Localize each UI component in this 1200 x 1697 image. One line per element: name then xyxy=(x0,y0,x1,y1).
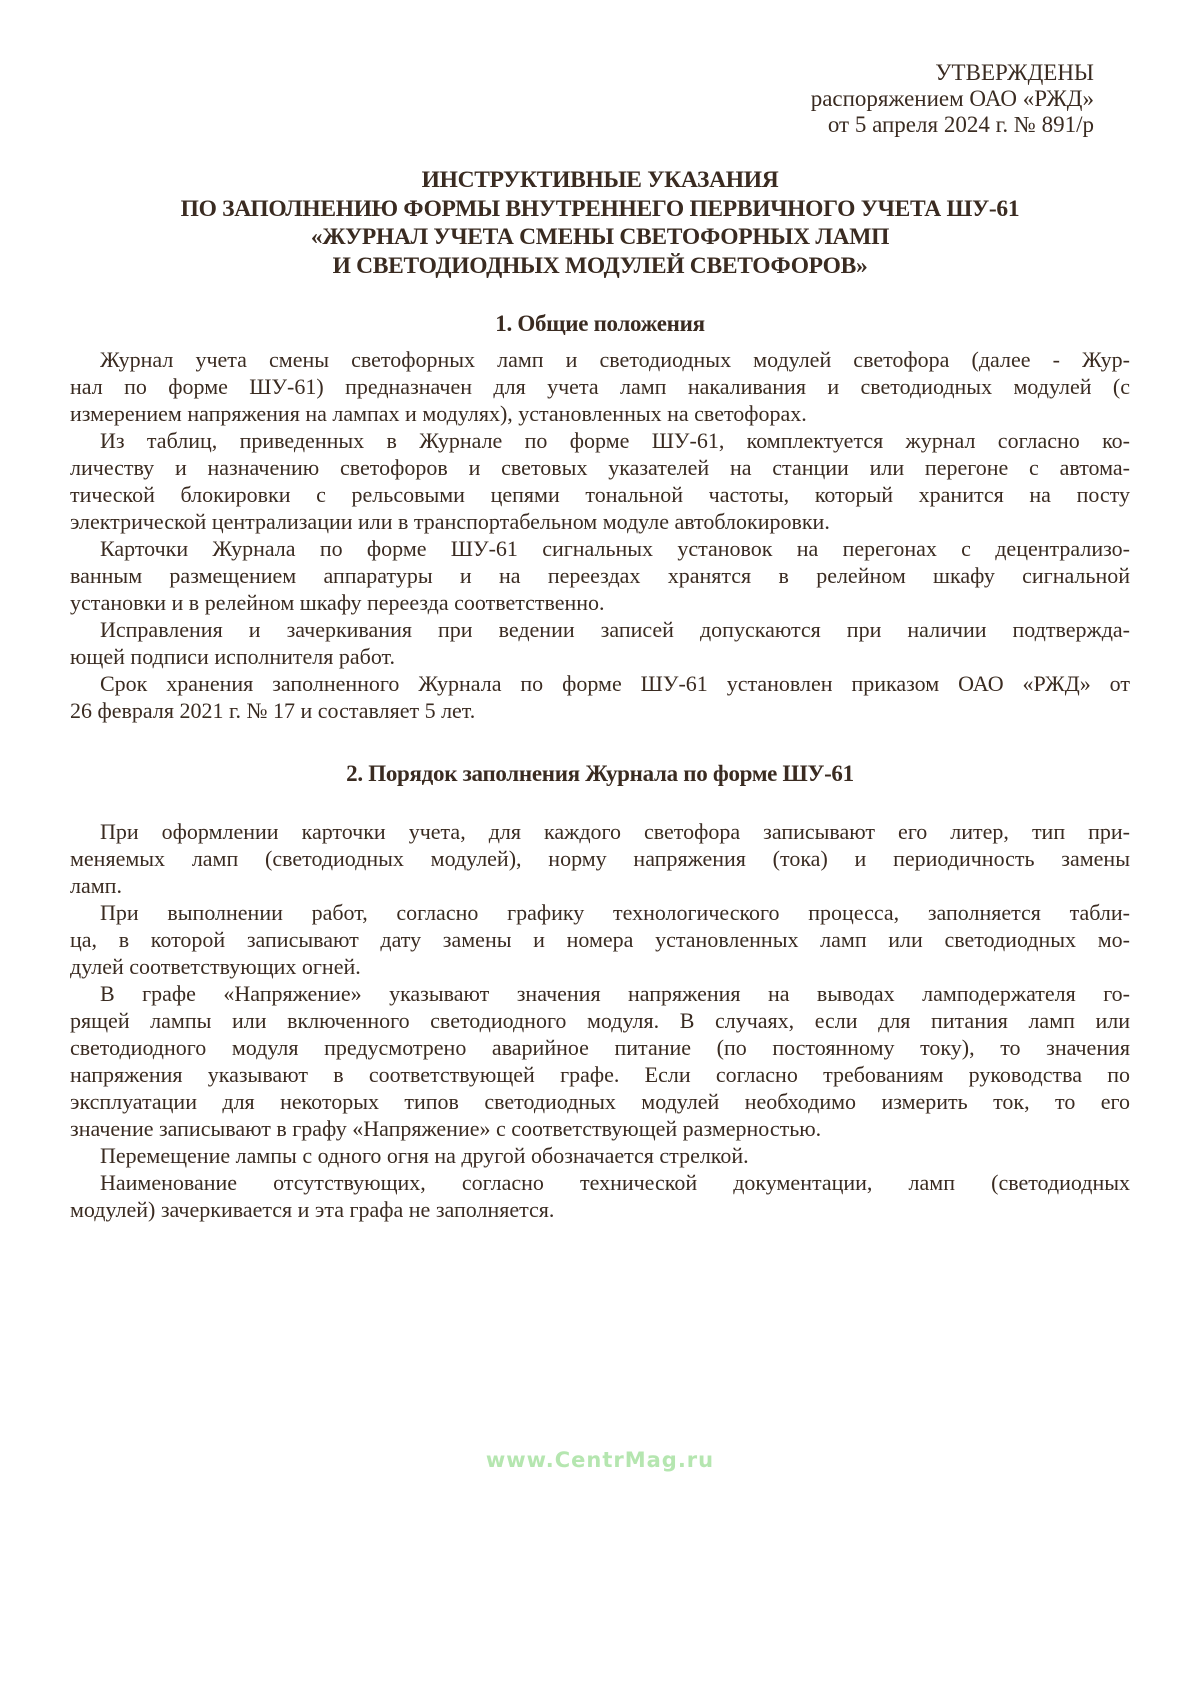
paragraph-line: ванным размещением аппаратуры и на переездах хранятся в релейном шкафу сигнальной xyxy=(70,563,1130,588)
paragraph-line: В графе «Напряжение» указывают значения напряжения на выводах ламподержателя го- xyxy=(100,981,1130,1006)
paragraph-line: Из таблиц, приведенных в Журнале по форме ШУ-61, комплектуется журнал согласно ко- xyxy=(100,428,1130,453)
title-line: И СВЕТОДИОДНЫХ МОДУЛЕЙ СВЕТОФОРОВ» xyxy=(332,252,868,279)
paragraph-line: нал по форме ШУ-61) предназначен для учета ламп накаливания и светодиодных модулей (с xyxy=(70,374,1130,399)
paragraph-line: личеству и назначению светофоров и световых указателей на станции или перегоне с автома- xyxy=(70,455,1130,480)
paragraph-line: дулей соответствующих огней. xyxy=(70,954,361,979)
paragraph-line: При оформлении карточки учета, для каждого светофора записывают его литер, тип при- xyxy=(100,819,1130,844)
paragraph-line: ющей подписи исполнителя работ. xyxy=(70,644,395,669)
approval-line: от 5 апреля 2024 г. № 891/р xyxy=(827,112,1094,137)
paragraph-line: значение записывают в графу «Напряжение» с соответствующей размерностью. xyxy=(70,1116,822,1141)
paragraph-line: Срок хранения заполненного Журнала по форме ШУ-61 установлен приказом ОАО «РЖД» от xyxy=(100,671,1130,696)
section-body xyxy=(70,346,1130,724)
paragraph-line: Наименование отсутствующих, согласно технической документации, ламп (светодиодных xyxy=(100,1170,1130,1195)
watermark: www.CentrMag.ru xyxy=(485,1448,715,1472)
approval-line: распоряжением ОАО «РЖД» xyxy=(810,86,1094,111)
paragraph-line: установки и в релейном шкафу переезда соответственно. xyxy=(70,590,605,615)
paragraph-line: 26 февраля 2021 г. № 17 и составляет 5 лет. xyxy=(70,698,476,723)
paragraph-line: модулей) зачеркивается и эта графа не заполняется. xyxy=(70,1197,555,1222)
paragraph-line: напряжения указывают в соответствующей графе. Если согласно требованиям руководства по xyxy=(70,1062,1130,1087)
paragraph-line: При выполнении работ, согласно графику технологического процесса, заполняется табли- xyxy=(100,900,1130,925)
paragraph-line: электрической централизации или в транспортабельном модуле автоблокировки. xyxy=(70,509,830,534)
paragraph-line: Исправления и зачеркивания при ведении записей допускаются при наличии подтвержда- xyxy=(100,617,1130,642)
paragraph-line: эксплуатации для некоторых типов светодиодных модулей необходимо измерить ток, то его xyxy=(70,1089,1130,1114)
paragraph-line: измерением напряжения на лампах и модулях), установленных на светофорах. xyxy=(70,401,807,426)
paragraph-line: тической блокировки с рельсовыми цепями тональной частоты, который хранится на посту xyxy=(70,482,1130,507)
title-line: ИНСТРУКТИВНЫЕ УКАЗАНИЯ xyxy=(421,167,779,193)
paragraph-line: ламп. xyxy=(70,873,122,898)
paragraph-line: ца, в которой записывают дату замены и номера установленных ламп или светодиодных мо- xyxy=(70,927,1130,952)
paragraph-line: Карточки Журнала по форме ШУ-61 сигнальных установок на перегонах с децентрализо- xyxy=(100,536,1130,561)
approval-block xyxy=(70,0,1130,138)
approval-line: УТВЕРЖДЕНЫ xyxy=(935,60,1094,85)
document-title xyxy=(70,166,1130,280)
section-heading: 2. Порядок заполнения Журнала по форме ШУ-61 xyxy=(346,761,854,786)
title-line: ПО ЗАПОЛНЕНИЮ ФОРМЫ ВНУТРЕННЕГО ПЕРВИЧНОГО УЧЕТА ШУ-61 xyxy=(180,195,1020,222)
paragraph-line: Журнал учета смены светофорных ламп и светодиодных модулей светофора (далее - Жур- xyxy=(100,347,1130,372)
paragraph-line: светодиодного модуля предусмотрено аварийное питание (по постоянному току), то значения xyxy=(70,1035,1130,1060)
document-body xyxy=(70,310,1130,1223)
paragraph-line: рящей лампы или включенного светодиодного модуля. В случаях, если для питания ламп или xyxy=(70,1008,1130,1033)
section-body xyxy=(70,818,1130,1223)
section-heading: 1. Общие положения xyxy=(495,311,705,336)
document-content xyxy=(70,0,1130,1223)
title-line: «ЖУРНАЛ УЧЕТА СМЕНЫ СВЕТОФОРНЫХ ЛАМП xyxy=(310,224,890,250)
paragraph-line: меняемых ламп (светодиодных модулей), норму напряжения (тока) и периодичность замены xyxy=(70,846,1130,871)
paragraph-line: Перемещение лампы с одного огня на другой обозначается стрелкой. xyxy=(100,1143,749,1168)
